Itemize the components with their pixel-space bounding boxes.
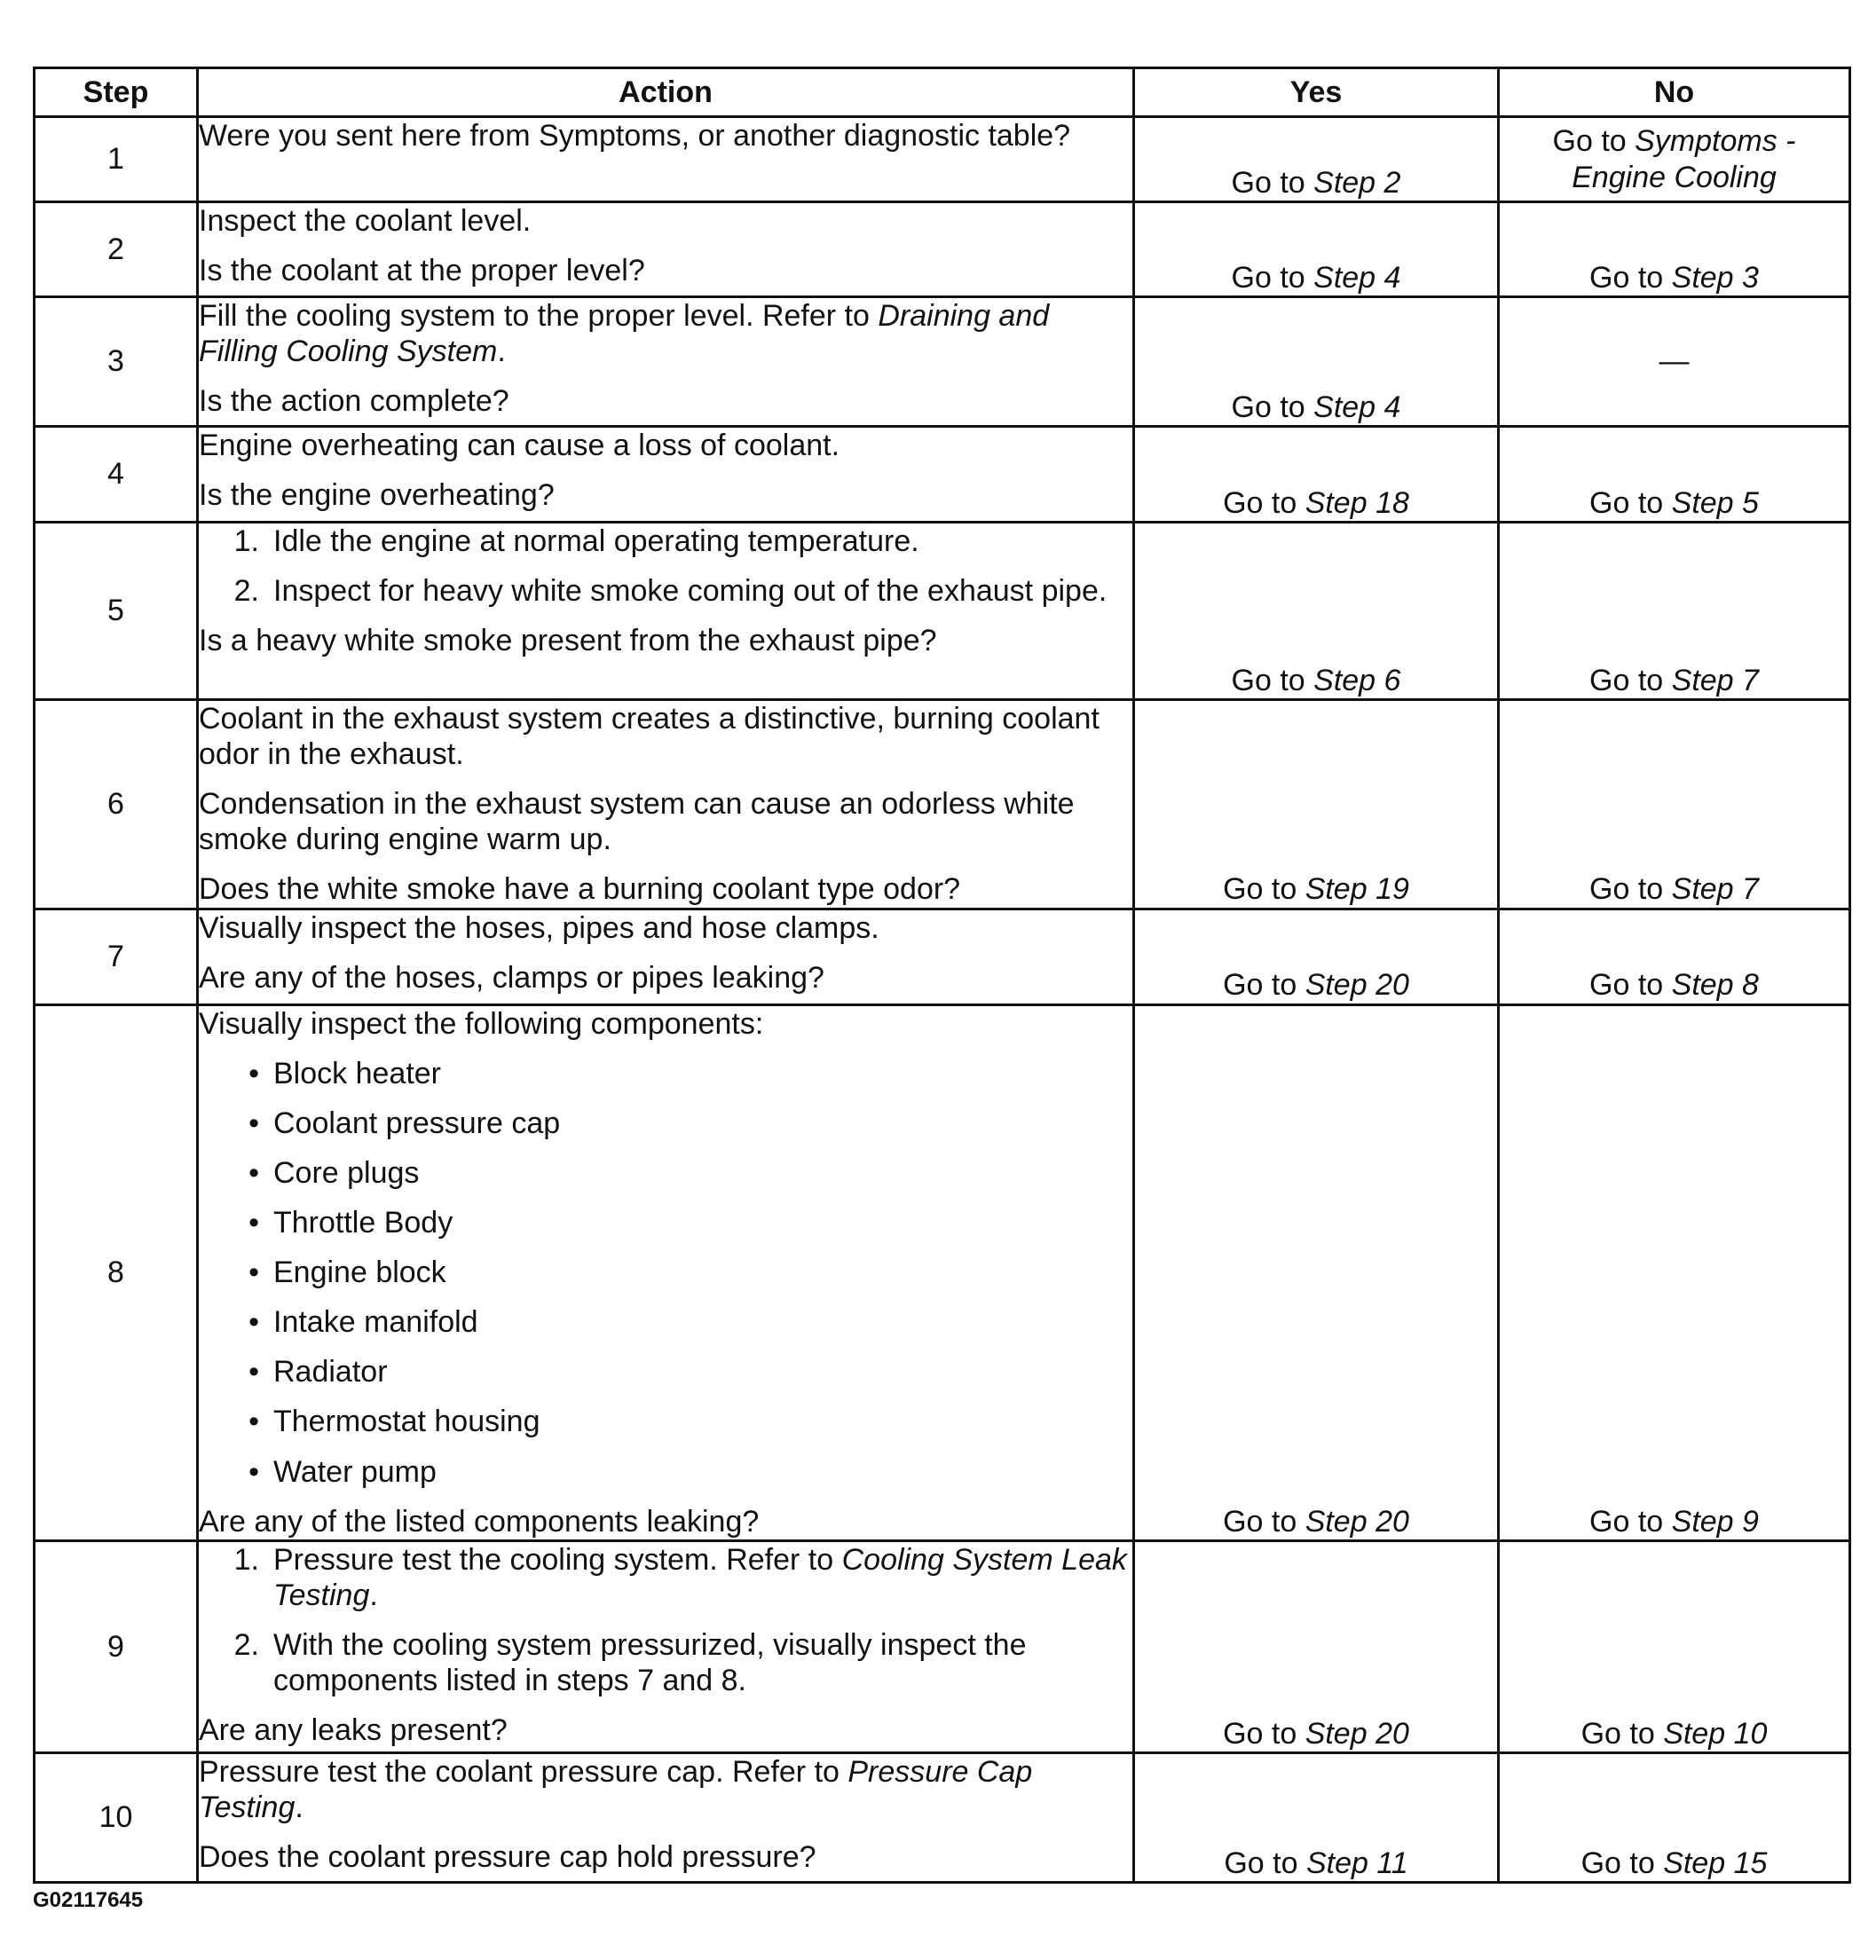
no-prefix: Go to bbox=[1589, 485, 1672, 520]
list-item-text: Engine block bbox=[273, 1256, 446, 1290]
item-text-end: . bbox=[369, 1578, 378, 1612]
list-item-text: Block heater bbox=[273, 1056, 441, 1090]
no-cell bbox=[1499, 523, 1850, 700]
item-text: Idle the engine at normal operating temperature. bbox=[273, 524, 919, 558]
no-target: Step 15 bbox=[1663, 1846, 1768, 1880]
no-target: Step 5 bbox=[1671, 485, 1759, 520]
action-question: Are any of the listed components leaking? bbox=[199, 1504, 760, 1539]
list-item-text: Intake manifold bbox=[273, 1305, 478, 1340]
item-text bbox=[273, 1542, 1132, 1613]
list-item bbox=[199, 1155, 1132, 1191]
action-question: Are any leaks present? bbox=[199, 1713, 508, 1748]
yes-target: Step 20 bbox=[1305, 1504, 1409, 1539]
yes-cell bbox=[1134, 523, 1499, 700]
no-target: Step 8 bbox=[1671, 968, 1759, 1003]
list-item-text: Radiator bbox=[273, 1355, 388, 1389]
action-text bbox=[199, 1754, 1132, 1825]
yes-cell bbox=[1134, 1752, 1499, 1882]
action-cell bbox=[198, 700, 1134, 909]
numbered-item bbox=[199, 1627, 1132, 1698]
yes-cell bbox=[1134, 427, 1499, 523]
action-cell bbox=[198, 117, 1134, 202]
table-row bbox=[35, 202, 1850, 297]
yes-prefix: Go to bbox=[1231, 390, 1314, 424]
item-number: 2. bbox=[233, 1627, 259, 1662]
bullet-icon: • bbox=[248, 1305, 259, 1340]
table-row bbox=[35, 427, 1850, 523]
step-number: 3 bbox=[35, 297, 198, 427]
no-cell bbox=[1499, 909, 1850, 1004]
action-question: Does the white smoke have a burning coolant type odor? bbox=[199, 872, 961, 907]
header-yes: Yes bbox=[1134, 68, 1499, 117]
table-row bbox=[35, 1004, 1850, 1540]
no-cell bbox=[1499, 700, 1850, 909]
action-question: Are any of the hoses, clamps or pipes leaking? bbox=[199, 960, 824, 995]
action-cell bbox=[198, 1540, 1134, 1752]
bullet-icon: • bbox=[248, 1454, 259, 1489]
table-row bbox=[35, 523, 1850, 700]
action-cell bbox=[198, 1004, 1134, 1540]
list-item bbox=[199, 1056, 1132, 1091]
yes-prefix: Go to bbox=[1224, 1846, 1306, 1880]
numbered-item bbox=[199, 523, 1132, 559]
no-prefix: Go to bbox=[1589, 968, 1672, 1003]
item-text: With the cooling system pressurized, visually inspect the components listed in steps 7 and 8. bbox=[273, 1627, 1027, 1698]
no-target: Step 9 bbox=[1671, 1504, 1759, 1539]
list-item-text: Core plugs bbox=[273, 1155, 420, 1190]
no-target-2: Engine Cooling bbox=[1572, 160, 1777, 194]
no-prefix: Go to bbox=[1552, 123, 1636, 158]
reference-link[interactable]: Cooling System Leak Testing bbox=[273, 1542, 1127, 1612]
yes-cell bbox=[1134, 202, 1499, 297]
yes-prefix: Go to bbox=[1231, 165, 1314, 200]
no-cell bbox=[1499, 1540, 1850, 1752]
no-prefix: Go to bbox=[1580, 1846, 1664, 1880]
yes-target: Step 2 bbox=[1313, 165, 1401, 200]
yes-prefix: Go to bbox=[1231, 663, 1314, 697]
action-text-part: Pressure test the coolant pressure cap. Refer to bbox=[199, 1754, 848, 1789]
action-question: Is the coolant at the proper level? bbox=[199, 254, 645, 288]
item-text-part: Pressure test the cooling system. Refer to bbox=[273, 1542, 842, 1577]
no-cell bbox=[1499, 117, 1850, 202]
bullet-icon: • bbox=[248, 1256, 259, 1290]
numbered-item bbox=[199, 1542, 1132, 1613]
bullet-icon: • bbox=[248, 1155, 259, 1190]
yes-prefix: Go to bbox=[1223, 968, 1305, 1003]
yes-cell bbox=[1134, 117, 1499, 202]
no-cell bbox=[1499, 1752, 1850, 1882]
numbered-item bbox=[199, 573, 1132, 609]
list-item-text: Throttle Body bbox=[273, 1205, 453, 1240]
component-list bbox=[199, 1056, 1132, 1490]
step-number: 7 bbox=[35, 909, 198, 1004]
table-row bbox=[35, 1752, 1850, 1882]
list-item-text: Water pump bbox=[273, 1454, 437, 1489]
no-target: Symptoms - bbox=[1635, 123, 1796, 158]
diagnostic-table bbox=[33, 67, 1851, 1884]
step-number: 1 bbox=[35, 117, 198, 202]
list-item bbox=[199, 1255, 1132, 1290]
list-item-text: Thermostat housing bbox=[273, 1405, 540, 1439]
header-no: No bbox=[1499, 68, 1850, 117]
no-prefix: Go to bbox=[1589, 872, 1672, 907]
action-text: Engine overheating can cause a loss of coolant. bbox=[199, 429, 840, 462]
list-item bbox=[199, 1304, 1132, 1340]
figure-id: G02117645 bbox=[33, 1888, 144, 1912]
action-text-end: . bbox=[497, 335, 506, 369]
bullet-icon: • bbox=[248, 1205, 259, 1240]
step-number: 4 bbox=[35, 427, 198, 523]
no-target: Step 7 bbox=[1671, 663, 1759, 697]
list-item bbox=[199, 1404, 1132, 1439]
action-question: Is a heavy white smoke present from the exhaust pipe? bbox=[199, 624, 937, 658]
yes-prefix: Go to bbox=[1223, 1504, 1305, 1539]
item-number: 1. bbox=[233, 1542, 259, 1577]
yes-target: Step 4 bbox=[1313, 260, 1401, 295]
table-row bbox=[35, 117, 1850, 202]
yes-prefix: Go to bbox=[1223, 485, 1305, 520]
no-target: Step 10 bbox=[1663, 1716, 1768, 1751]
no-cell bbox=[1499, 427, 1850, 523]
yes-cell bbox=[1134, 1540, 1499, 1752]
yes-cell bbox=[1134, 909, 1499, 1004]
action-text: Coolant in the exhaust system creates a distinctive, burning coolant odor in the exhaust. bbox=[199, 702, 1100, 772]
action-question: Is the engine overheating? bbox=[199, 478, 555, 513]
action-text bbox=[199, 298, 1132, 369]
item-number: 2. bbox=[233, 574, 259, 609]
yes-cell bbox=[1134, 700, 1499, 909]
action-text: Inspect the coolant level. bbox=[199, 204, 532, 238]
action-cell bbox=[198, 427, 1134, 523]
bullet-icon: • bbox=[248, 1056, 259, 1090]
action-text-part: Fill the cooling system to the proper level. Refer to bbox=[199, 299, 879, 333]
yes-target: Step 4 bbox=[1313, 390, 1401, 424]
list-item bbox=[199, 1454, 1132, 1490]
table-row bbox=[35, 1540, 1850, 1752]
yes-cell bbox=[1134, 1004, 1499, 1540]
action-cell bbox=[198, 523, 1134, 700]
no-cell bbox=[1499, 1004, 1850, 1540]
step-number: 6 bbox=[35, 700, 198, 909]
table-row bbox=[35, 297, 1850, 427]
header-step: Step bbox=[35, 68, 198, 117]
yes-prefix: Go to bbox=[1223, 872, 1305, 907]
no-target: Step 3 bbox=[1671, 260, 1759, 295]
action-text-end: . bbox=[295, 1790, 303, 1824]
yes-target: Step 20 bbox=[1305, 968, 1409, 1003]
no-prefix: Go to bbox=[1580, 1716, 1664, 1751]
reference-link[interactable]: Pressure Cap Testing bbox=[199, 1754, 1033, 1824]
yes-target: Step 18 bbox=[1305, 485, 1409, 520]
list-item bbox=[199, 1205, 1132, 1240]
step-number: 9 bbox=[35, 1540, 198, 1752]
no-prefix: Go to bbox=[1589, 260, 1672, 295]
action-cell bbox=[198, 909, 1134, 1004]
action-text: Visually inspect the following components: bbox=[199, 1006, 764, 1041]
step-number: 8 bbox=[35, 1004, 198, 1540]
no-cell: — bbox=[1499, 297, 1850, 427]
step-number: 5 bbox=[35, 523, 198, 700]
action-text-2: Condensation in the exhaust system can cause an odorless white smoke during engine warm up. bbox=[199, 787, 1075, 857]
action-question: Does the coolant pressure cap hold pressure? bbox=[199, 1839, 816, 1874]
bullet-icon: • bbox=[248, 1355, 259, 1389]
header-row bbox=[35, 68, 1850, 117]
no-prefix: Go to bbox=[1589, 663, 1672, 697]
item-text: Inspect for heavy white smoke coming out of the exhaust pipe. bbox=[273, 574, 1107, 609]
table-row bbox=[35, 700, 1850, 909]
action-text: Were you sent here from Symptoms, or another diagnostic table? bbox=[199, 119, 1071, 153]
list-item-text: Coolant pressure cap bbox=[273, 1106, 561, 1140]
yes-target: Step 6 bbox=[1313, 663, 1401, 697]
item-number: 1. bbox=[233, 524, 259, 558]
reference-link[interactable]: Draining and Filling Cooling System bbox=[199, 299, 1050, 369]
yes-target: Step 19 bbox=[1305, 872, 1409, 907]
yes-prefix: Go to bbox=[1231, 260, 1314, 295]
yes-cell bbox=[1134, 297, 1499, 427]
bullet-icon: • bbox=[248, 1106, 259, 1140]
action-text: Visually inspect the hoses, pipes and hose clamps. bbox=[199, 910, 879, 945]
no-prefix: Go to bbox=[1589, 1504, 1672, 1539]
action-cell bbox=[198, 1752, 1134, 1882]
no-target: Step 7 bbox=[1671, 872, 1759, 907]
no-cell bbox=[1499, 202, 1850, 297]
action-question: Is the action complete? bbox=[199, 384, 509, 419]
action-cell bbox=[198, 202, 1134, 297]
header-action: Action bbox=[198, 68, 1134, 117]
yes-target: Step 20 bbox=[1305, 1716, 1409, 1751]
yes-target: Step 11 bbox=[1305, 1846, 1408, 1880]
step-number: 10 bbox=[35, 1752, 198, 1882]
yes-prefix: Go to bbox=[1223, 1716, 1305, 1751]
table-row bbox=[35, 909, 1850, 1004]
list-item bbox=[199, 1106, 1132, 1141]
step-number: 2 bbox=[35, 202, 198, 297]
list-item bbox=[199, 1354, 1132, 1389]
action-cell bbox=[198, 297, 1134, 427]
bullet-icon: • bbox=[248, 1405, 259, 1439]
